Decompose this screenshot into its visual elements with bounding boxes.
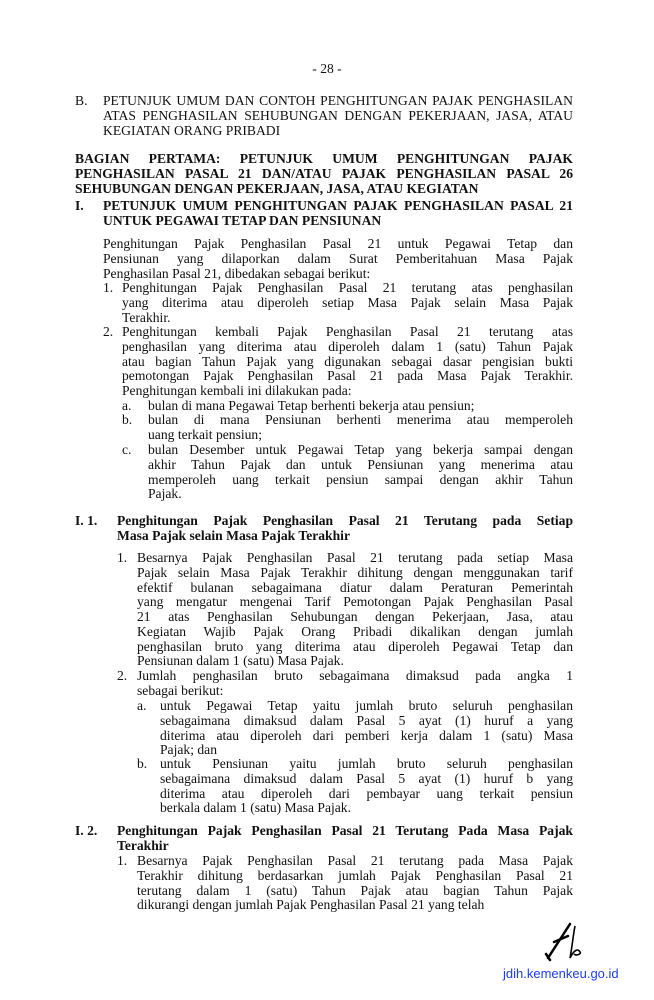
text-line: UNTUK PEGAWAI TETAP DAN PENSIUNAN xyxy=(103,212,382,228)
text-line: terutang dalam 1 (satu) Tahun Pajak atau bagian Tahun Pajak xyxy=(137,882,573,898)
text-line: Pajak. xyxy=(148,486,182,502)
item-label: c. xyxy=(122,442,132,457)
text-line: Pajak selain Masa Pajak Terakhir dihitung dengan menggunakan tarif xyxy=(137,564,573,580)
item-label: 2. xyxy=(103,324,114,339)
page-number: - 28 - xyxy=(312,61,342,76)
text-line: yang diterima atau diperoleh setiap Masa Pajak selain Masa Pajak xyxy=(122,294,573,310)
text-line: penghasilan bruto yang diterima atau diperoleh Pegawai Tetap dan xyxy=(137,638,573,654)
item-label: 2. xyxy=(117,668,128,683)
item-label: I. xyxy=(75,198,84,213)
text-line: sebagaimana dimaksud dalam Pasal 5 ayat (1) huruf b yang xyxy=(160,770,573,786)
text-line: bulan di mana Pegawai Tetap berhenti bekerja atau pensiun; xyxy=(148,398,475,413)
text-line: sebagai berikut: xyxy=(137,682,224,698)
item-label: 1. xyxy=(117,550,128,565)
text-line: pemotongan Pajak Penghasilan Pasal 21 pada Masa Pajak Terakhir. xyxy=(122,368,573,384)
text-line: Terakhir dihitung berdasarkan jumlah Pajak Penghasilan Pasal 21 xyxy=(137,867,573,883)
text-line: Penghasilan Pasal 21, dibedakan sebagai berikut: xyxy=(103,265,371,281)
footer-website-link[interactable]: jdih.kemenkeu.go.id xyxy=(503,966,619,981)
text-line: akhir Tahun Pajak dan untuk Pensiunan yang menerima atau xyxy=(148,456,573,472)
item-label: a. xyxy=(137,698,147,713)
text-line: PENGHASILAN PASAL 21 DAN/ATAU PAJAK PENGHASILAN PASAL 26 xyxy=(75,165,573,181)
text-line: Terakhir xyxy=(117,837,169,853)
item-label: B. xyxy=(75,93,88,108)
text-line: Besarnya Pajak Penghasilan Pasal 21 terutang pada setiap Masa xyxy=(137,550,573,565)
text-line: diterima atau diperoleh dari pemberi kerja dalam 1 (satu) Masa xyxy=(160,727,573,743)
text-line: Terakhir. xyxy=(122,309,171,325)
text-line: KEGIATAN ORANG PRIBADI xyxy=(103,122,281,138)
text-line: yang mengatur mengenai Tarif Pemotongan Pajak Penghasilan Pasal xyxy=(137,594,573,610)
text-line: BAGIAN PERTAMA: PETUNJUK UMUM PENGHITUNGAN PAJAK xyxy=(75,151,573,166)
text-line: penghasilan yang diterima atau diperoleh dalam 1 (satu) Tahun Pajak xyxy=(122,338,573,354)
text-line: untuk Pegawai Tetap yaitu jumlah bruto seluruh penghasilan xyxy=(160,698,573,713)
item-label: I. 1. xyxy=(75,513,98,528)
text-line: ATAS PENGHASILAN SEHUBUNGAN DENGAN PEKERJAAN, JASA, ATAU xyxy=(103,107,573,123)
text-line: berkala dalam 1 (satu) Masa Pajak. xyxy=(160,800,351,816)
text-line: bulan Desember untuk Pegawai Tetap yang bekerja sampai dengan xyxy=(148,442,573,457)
item-label: a. xyxy=(122,398,132,413)
item-label: b. xyxy=(137,756,148,771)
text-line: Penghitungan kembali Pajak Penghasilan Pasal 21 terutang atas xyxy=(122,324,573,339)
item-label: 1. xyxy=(117,853,128,868)
text-line: Kegiatan Wajib Pajak Orang Pribadi dikalikan dengan jumlah xyxy=(137,623,573,639)
item-label: 1. xyxy=(103,280,114,295)
text-line: Pajak; dan xyxy=(160,742,218,758)
item-label: I. 2. xyxy=(75,823,98,838)
text-line: Pensiunan dalam 1 (satu) Masa Pajak. xyxy=(137,653,344,669)
text-line: bulan di mana Pensiunan berhenti menerima atau memperoleh xyxy=(148,412,573,427)
text-line: Pensiunan yang dilaporkan dalam Surat Pemberitahuan Masa Pajak xyxy=(103,250,573,266)
text-line: Penghitungan kembali ini dilakukan pada: xyxy=(122,383,352,398)
text-line: sebagaimana dimaksud dalam Pasal 5 ayat (1) huruf a yang xyxy=(160,712,573,728)
text-line: dikurangi dengan jumlah Pajak Penghasilan Pasal 21 yang telah xyxy=(137,897,485,913)
text-line: atau bagian Tahun Pajak yang digunakan sebagai dasar pengisian bukti xyxy=(122,353,573,369)
signature-initials xyxy=(540,920,590,965)
text-line: untuk Pensiunan yaitu jumlah bruto seluruh penghasilan xyxy=(160,756,573,771)
text-line: PETUNJUK UMUM DAN CONTOH PENGHITUNGAN PAJAK PENGHASILAN xyxy=(103,93,573,108)
text-line: Masa Pajak selain Masa Pajak Terakhir xyxy=(117,527,350,543)
text-line: Penghitungan Pajak Penghasilan Pasal 21 terutang atas penghasilan xyxy=(122,280,573,295)
text-line: uang terkait pensiun; xyxy=(148,426,263,442)
text-line: diterima atau diperoleh dari pembayar uang terkait pensiun xyxy=(160,785,573,801)
text-line: efektif bulanan sebagaimana diatur dalam Peraturan Pemerintah xyxy=(137,579,573,595)
text-line: SEHUBUNGAN DENGAN PEKERJAAN, JASA, ATAU KEGIATAN xyxy=(75,180,479,196)
text-line: Penghitungan Pajak Penghasilan Pasal 21 Terutang Pada Masa Pajak xyxy=(117,823,573,838)
text-line: memperoleh uang terkait pensiun sampai dengan akhir Tahun xyxy=(148,471,573,487)
text-line: Penghitungan Pajak Penghasilan Pasal 21 Terutang pada Setiap xyxy=(117,513,573,528)
text-line: Besarnya Pajak Penghasilan Pasal 21 terutang pada Masa Pajak xyxy=(137,853,573,868)
text-line: PETUNJUK UMUM PENGHITUNGAN PAJAK PENGHASILAN PASAL 21 xyxy=(103,198,573,213)
text-line: Jumlah penghasilan bruto sebagaimana dimaksud pada angka 1 xyxy=(137,668,573,683)
item-label: b. xyxy=(122,412,133,427)
text-line: Penghitungan Pajak Penghasilan Pasal 21 untuk Pegawai Tetap dan xyxy=(103,236,573,251)
text-line: 21 atas Penghasilan Sehubungan dengan Pekerjaan, Jasa, atau xyxy=(137,609,573,624)
